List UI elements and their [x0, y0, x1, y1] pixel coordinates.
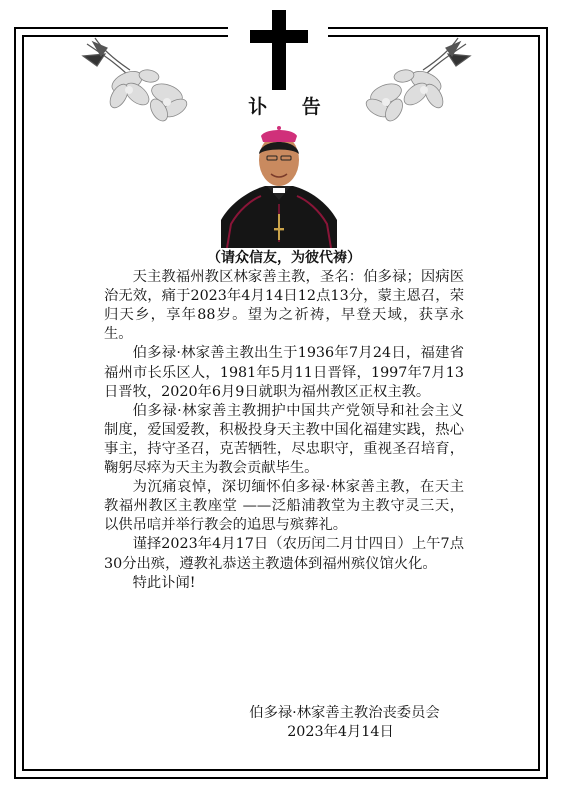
page-title: 讣 告	[248, 96, 335, 118]
paragraph-closing: 特此讣闻!	[132, 574, 196, 591]
paragraph-vigil: 为沉痛哀悼，深切缅怀伯多禄·林家善主教，在天主教福州教区主教座堂 ——泛船浦教堂为主教守灵三天，以供吊唁并举行教会的追思与殡葬礼。	[104, 479, 464, 534]
paragraph-funeral: 谨择2023年4月17日（农历闰二月廿四日）上午7点30分出殡，遵教礼恭送主教遗体到福州殡仪馆火化。	[104, 536, 464, 572]
bishop-portrait	[221, 124, 337, 248]
signature-block	[0, 704, 569, 742]
paragraph-announcement: 天主教福州教区林家善主教，圣名：伯多禄；因病医治无效，痛于2023年4月14日12点13分，蒙主恩召，荣归天乡，享年88岁。望为之祈祷，早登天域，获享永生。	[104, 269, 464, 343]
prayer-request: （请众信友，为彼代祷）	[207, 250, 361, 266]
signature-org: 伯多禄·林家善主教治丧委员会	[249, 705, 440, 721]
paragraph-biography: 伯多禄·林家善主教出生于1936年7月24日，福建省福州市长乐区人，1981年5月11日晋铎，1997年7月13日晋牧，2020年6月9日就职为福州教区正权主教。	[104, 345, 464, 400]
signature-date: 2023年4月14日	[287, 724, 394, 741]
cross-icon	[250, 10, 308, 90]
obituary-body	[104, 249, 464, 593]
paragraph-service: 伯多禄·林家善主教拥护中国共产党领导和社会主义制度，爱国爱教，积极投身天主教中国化福建实践，热心事主，持守圣召，克苦牺牲，尽忠职守，重视圣召培育，鞠躬尽瘁为天主为教会贡献毕生。	[104, 402, 464, 477]
